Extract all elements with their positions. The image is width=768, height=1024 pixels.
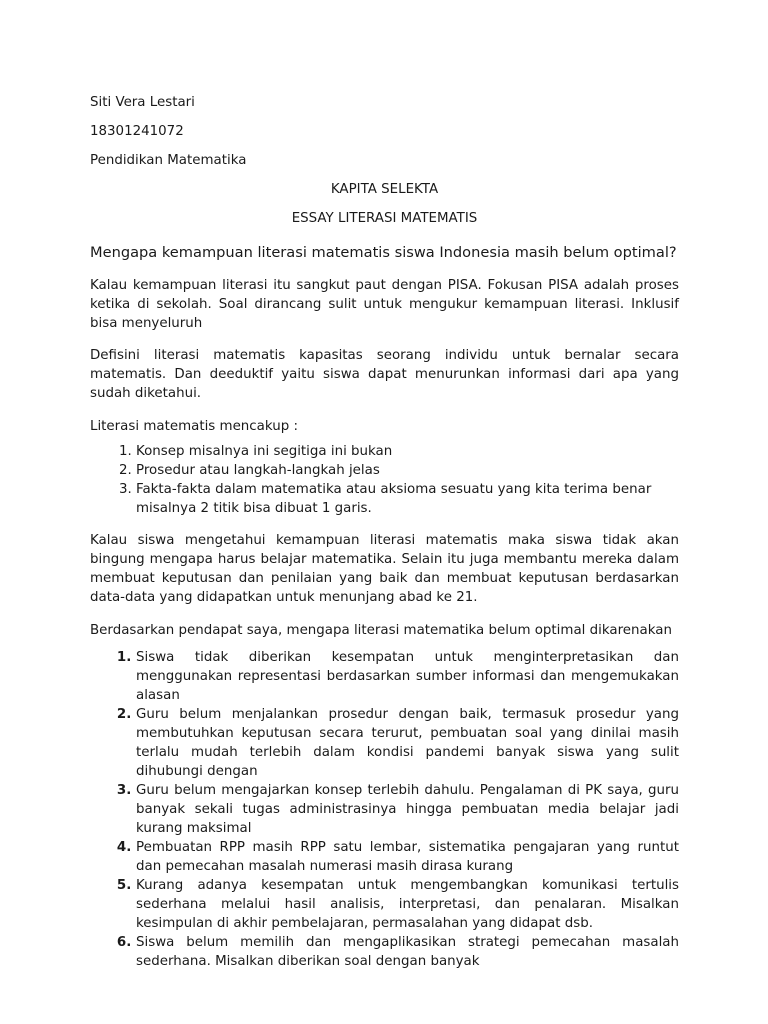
list-item: 6. Siswa belum memilih dan mengaplikasikan strategi pemecahan masalah sederhana. Misalkan diberikan soal dengan banyak: [136, 933, 679, 971]
list-item: 1. Siswa tidak diberikan kesempatan untuk menginterpretasikan dan menggunakan representasi berdasarkan sumber informasi dan mengemukakan alasan: [136, 648, 679, 705]
paragraph-definition: Defisini literasi matematis kapasitas seorang individu untuk bernalar secara matematis. Dan deeduktif yaitu siswa dapat menurunkan informasi dari apa yang sudah diketahui.: [90, 348, 679, 402]
author-name: Siti Vera Lestari: [90, 95, 195, 110]
paragraph-benefit: Kalau siswa mengetahui kemampuan literasi matematis maka siswa tidak akan bingung mengapa harus belajar matematika. Selain itu juga membantu mereka dalam membuat keputusan dan penilaian yang baik dan membuat keputusan berdasarkan data-data yang didapatkan untuk menunjang abad ke 21.: [90, 533, 679, 606]
course-title: KAPITA SELEKTA: [330, 182, 439, 197]
list-item: 5. Kurang adanya kesempatan untuk mengembangkan komunikasi tertulis sederhana melalui hasil analisis, interpretasi, dan penalaran. Misalkan kesimpulan di akhir pembelajaran, permasalahan yang didapat dsb.: [136, 876, 679, 933]
scope-list: [90, 442, 679, 518]
paragraph-reasons-intro: Berdasarkan pendapat saya, mengapa literasi matematika belum optimal dikarenakan: [90, 622, 672, 638]
reasons-list: [90, 648, 679, 971]
list-item: 2. Guru belum menjalankan prosedur dengan baik, termasuk prosedur yang membutuhkan keputusan secara terurut, pembuatan soal yang dinilai masih terlalu mudah terlebih dalam kondisi pandemi banyak siswa yang sulit dihubungi dengan: [136, 705, 679, 781]
paragraph-pisa: Kalau kemampuan literasi itu sangkut paut dengan PISA. Fokusan PISA adalah proses ketika di sekolah. Soal dirancang sulit untuk mengukur kemampuan literasi. Inklusif bisa menyeluruh: [90, 277, 679, 331]
list-item: 1. Konsep misalnya ini segitiga ini bukan: [136, 442, 679, 461]
list-item: 3. Guru belum mengajarkan konsep terlebih dahulu. Pengalaman di PK saya, guru banyak sekali tugas administrasinya hingga pembuatan media belajar jadi kurang maksimal: [136, 781, 679, 838]
document-page: [90, 94, 679, 981]
paragraph-scope-intro: Literasi matematis mencakup :: [90, 418, 298, 434]
study-program: Pendidikan Matematika: [90, 153, 247, 168]
essay-title: ESSAY LITERASI MATEMATIS: [291, 211, 478, 226]
student-id: 18301241072: [90, 124, 184, 139]
list-item: 2. Prosedur atau langkah-langkah jelas: [136, 461, 679, 480]
essay-question: Mengapa kemampuan literasi matematis siswa Indonesia masih belum optimal?: [90, 243, 677, 261]
list-item: 4. Pembuatan RPP masih RPP satu lembar, sistematika pengajaran yang runtut dan pemecahan masalah numerasi masih dirasa kurang: [136, 838, 679, 876]
list-item: 3. Fakta-fakta dalam matematika atau aksioma sesuatu yang kita terima benar misalnya 2 titik bisa dibuat 1 garis.: [136, 480, 679, 518]
